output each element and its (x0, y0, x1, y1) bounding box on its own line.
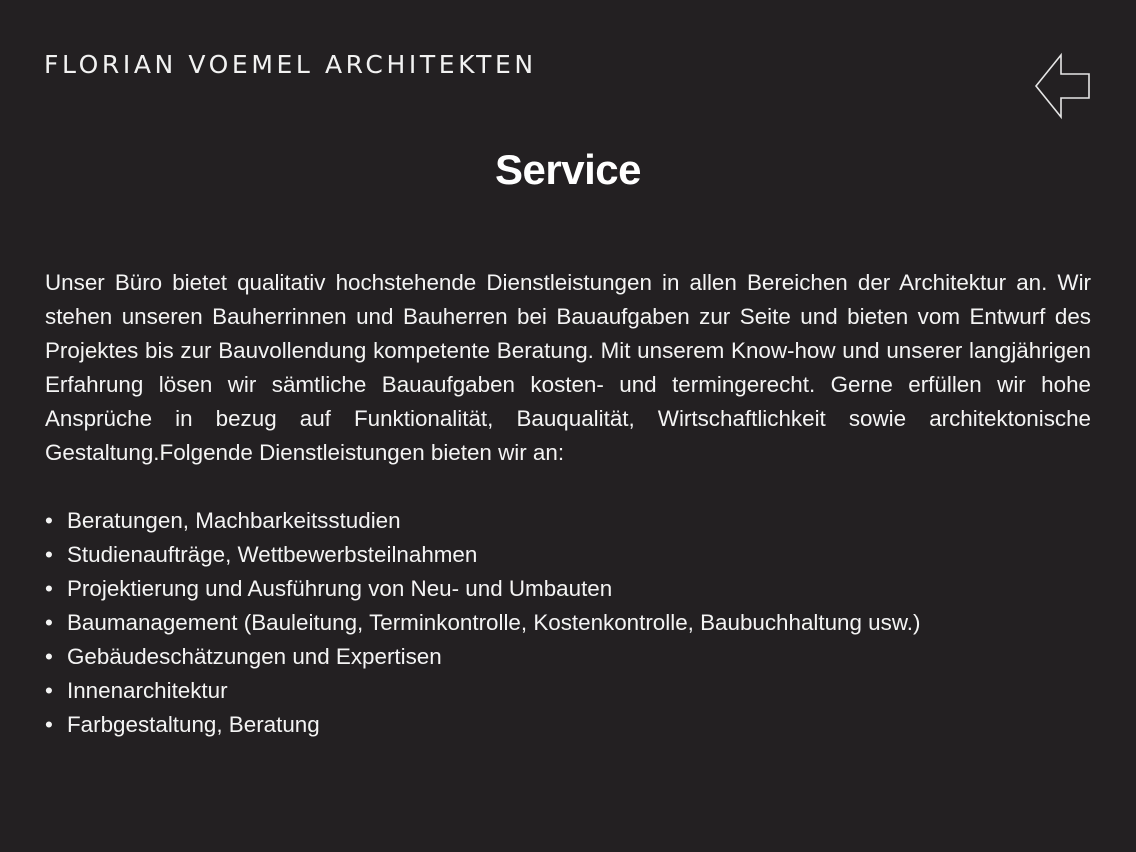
bullet-icon: • (45, 610, 53, 635)
service-label: Gebäudeschätzungen und Expertisen (67, 644, 442, 669)
service-label: Beratungen, Machbarkeitsstudien (67, 508, 401, 533)
bullet-icon: • (45, 576, 53, 601)
list-item (45, 538, 920, 572)
back-button[interactable] (1034, 52, 1094, 122)
service-label: Studienaufträge, Wettbewerbsteilnahmen (67, 542, 478, 567)
list-item (45, 708, 920, 742)
service-label: Farbgestaltung, Beratung (67, 712, 320, 737)
list-item (45, 504, 920, 538)
intro-paragraph: Unser Büro bietet qualitativ hochstehende Dienstleistungen in allen Bereichen der Architektur an. Wir stehen unseren Bauherrinnen und Bauherren bei Bauaufgaben zur Seite und bieten vom Entwurf des Projektes bis zur Bauvollendung kompetente Beratung. Mit unserem Know-how und unserer langjährigen Erfahrung lösen wir sämtliche Bauaufgaben kosten- und termingerecht. Gerne erfüllen wir hohe Ansprüche in bezug auf Funktionalität, Bauqualität, Wirtschaftlichkeit sowie architektonische Gestaltung.Folgende Dienstleistungen bieten wir an: (45, 270, 1091, 465)
brand-logo-text: FLORIAN VOEMEL ARCHITEKTEN (44, 50, 537, 79)
bullet-icon: • (45, 508, 53, 533)
list-item (45, 640, 920, 674)
service-label: Innenarchitektur (67, 678, 228, 703)
list-item (45, 572, 920, 606)
bullet-icon: • (45, 644, 53, 669)
bullet-icon: • (45, 712, 53, 737)
list-item (45, 674, 920, 708)
list-item (45, 606, 920, 640)
service-label: Projektierung und Ausführung von Neu- und Umbauten (67, 576, 613, 601)
bullet-icon: • (45, 542, 53, 567)
bullet-icon: • (45, 678, 53, 703)
page-title: Service (495, 146, 641, 193)
service-label: Baumanagement (Bauleitung, Terminkontrolle, Kostenkontrolle, Baubuchhaltung usw.) (67, 610, 921, 635)
services-list (45, 504, 920, 742)
arrow-left-outline-icon (1034, 52, 1094, 122)
